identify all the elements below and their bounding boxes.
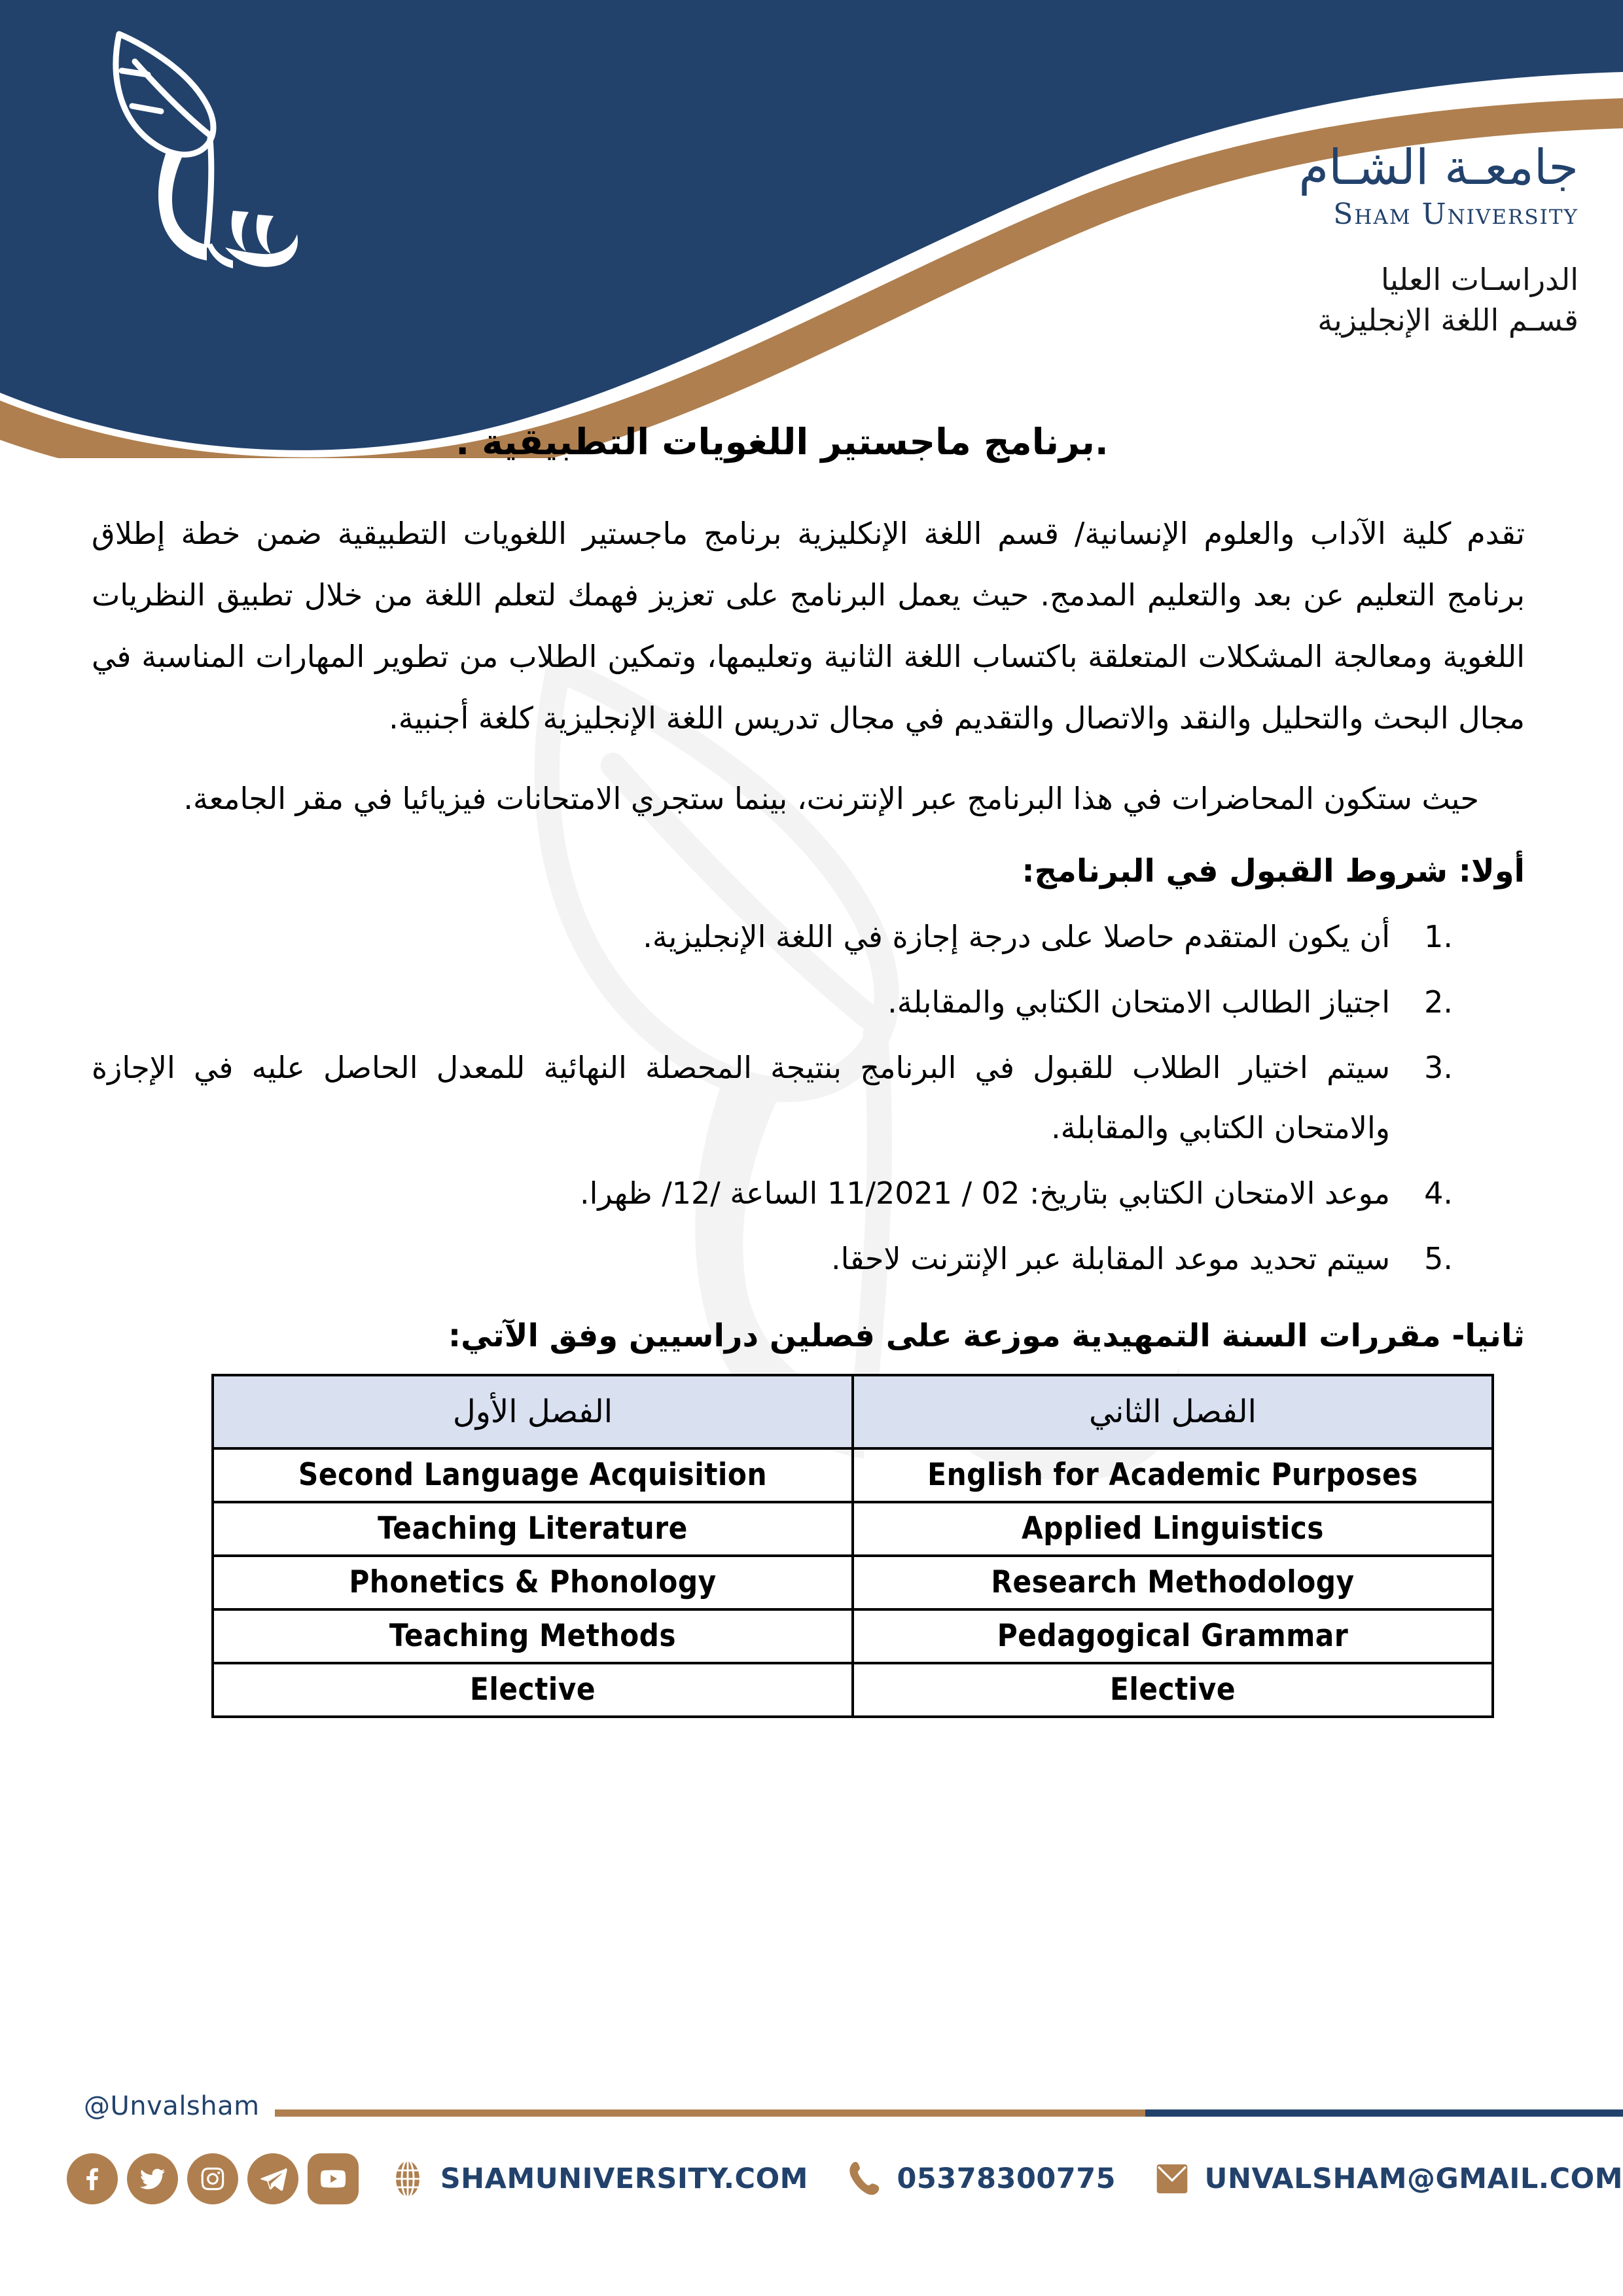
table-cell: Phonetics & Phonology xyxy=(213,1556,853,1609)
curriculum-heading: ثانيا- مقررات السنة التمهيدية موزعة على فصلين دراسيين وفق الآتي: xyxy=(448,1317,1525,1354)
admission-conditions-list xyxy=(92,906,1525,1289)
footer-rule-navy-segment xyxy=(1145,2109,1623,2117)
graduate-studies-label: الدراسـات العليا xyxy=(1380,261,1578,297)
table-row xyxy=(213,1609,1493,1663)
email-contact[interactable] xyxy=(1154,2157,1623,2200)
list-item: سيتم اختيار الطلاب للقبول في البرنامج بنتيجة المحصلة النهائية للمعدل الحاصل عليه في الإجازة والامتحان الكتابي والمقابلة. xyxy=(92,1049,1390,1145)
intro-paragraph: تقدم كلية الآداب والعلوم الإنسانية/ قسم اللغة الإنكليزية برنامج ماجستير اللغويات التطبيقية ضمن خطة إطلاق برنامج التعليم عن بعد والتعليم المدمج. حيث يعمل البرنامج على تعزيز فهمك لتعلم اللغة من خلال تطبيق النظريات اللغوية ومعالجة المشكلات المتعلقة باكتساب اللغة الثانية وتعليمها، وتمكين الطلاب من تطوير المهارات المناسبة في مجال البحث والتحليل والنقد والاتصال والتقديم في مجال تدريس اللغة الإنجليزية كلغة أجنبية. xyxy=(92,515,1525,736)
phone-number: 05378300775 xyxy=(897,2162,1116,2195)
table-cell: Research Methodology xyxy=(853,1556,1493,1609)
university-name-english: Sham University xyxy=(1333,197,1578,231)
sham-university-logo xyxy=(84,14,300,289)
instagram-icon[interactable] xyxy=(187,2153,238,2204)
globe-icon xyxy=(389,2157,426,2200)
list-item: أن يكون المتقدم حاصلا على درجة إجازة في اللغة الإنجليزية. xyxy=(643,918,1390,954)
english-department-label: قسـم اللغة الإنجليزية xyxy=(1317,302,1578,338)
page-footer xyxy=(0,2073,1623,2296)
table-cell: Second Language Acquisition xyxy=(213,1448,853,1502)
email-address: UNVALSHAM@GMAIL.COM xyxy=(1204,2162,1623,2195)
list-item: اجتياز الطالب الامتحان الكتابي والمقابلة. xyxy=(887,984,1390,1020)
admission-conditions-heading: أولا: شروط القبول في البرنامج: xyxy=(1022,852,1525,889)
social-links-group xyxy=(67,2153,359,2204)
table-row xyxy=(213,1502,1493,1556)
footer-divider-rule xyxy=(275,2109,1623,2117)
twitter-icon[interactable] xyxy=(127,2153,178,2204)
website-contact[interactable] xyxy=(389,2157,808,2200)
header-identity-block xyxy=(1003,141,1578,340)
table-cell: Applied Linguistics xyxy=(853,1502,1493,1556)
social-handle: @Unvalsham xyxy=(84,2091,260,2121)
table-cell: Pedagogical Grammar xyxy=(853,1609,1493,1663)
telegram-icon[interactable] xyxy=(247,2153,298,2204)
footer-contact-row xyxy=(41,2153,1623,2204)
list-item: سيتم تحديد موعد المقابلة عبر الإنترنت لاحقا. xyxy=(831,1240,1390,1276)
preparatory-year-courses-table xyxy=(211,1374,1494,1718)
table-row xyxy=(213,1663,1493,1717)
website-url: SHAMUNIVERSITY.COM xyxy=(440,2162,808,2195)
table-row xyxy=(213,1556,1493,1609)
table-cell: Elective xyxy=(213,1663,853,1717)
footer-rule-brown-segment xyxy=(275,2109,1145,2117)
envelope-icon xyxy=(1154,2157,1190,2200)
youtube-icon[interactable] xyxy=(308,2153,359,2204)
delivery-paragraph: حيث ستكون المحاضرات في هذا البرنامج عبر الإنترنت، بينما ستجري الامتحانات فيزيائيا في مقر الجامعة. xyxy=(183,780,1479,816)
table-row xyxy=(213,1448,1493,1502)
table-cell: Teaching Literature xyxy=(213,1502,853,1556)
table-cell: English for Academic Purposes xyxy=(853,1448,1493,1502)
column-header-semester-one: الفصل الأول xyxy=(213,1375,853,1448)
document-body xyxy=(0,419,1623,1718)
facebook-icon[interactable] xyxy=(67,2153,118,2204)
column-header-semester-two: الفصل الثاني xyxy=(853,1375,1493,1448)
list-item: موعد الامتحان الكتابي بتاريخ: 02 / 11/2021 الساعة /12/ ظهرا. xyxy=(579,1175,1390,1211)
table-cell: Teaching Methods xyxy=(213,1609,853,1663)
university-name-arabic: جامعـة الشـام xyxy=(1298,139,1578,196)
table-header-row xyxy=(213,1375,1493,1448)
phone-icon xyxy=(846,2157,882,2200)
table-cell: Elective xyxy=(853,1663,1493,1717)
phone-contact[interactable] xyxy=(846,2157,1116,2200)
page-title: .برنامج ماجستير اللغويات التطبيقية . xyxy=(455,421,1109,463)
courses-table-container xyxy=(92,1374,1525,1718)
